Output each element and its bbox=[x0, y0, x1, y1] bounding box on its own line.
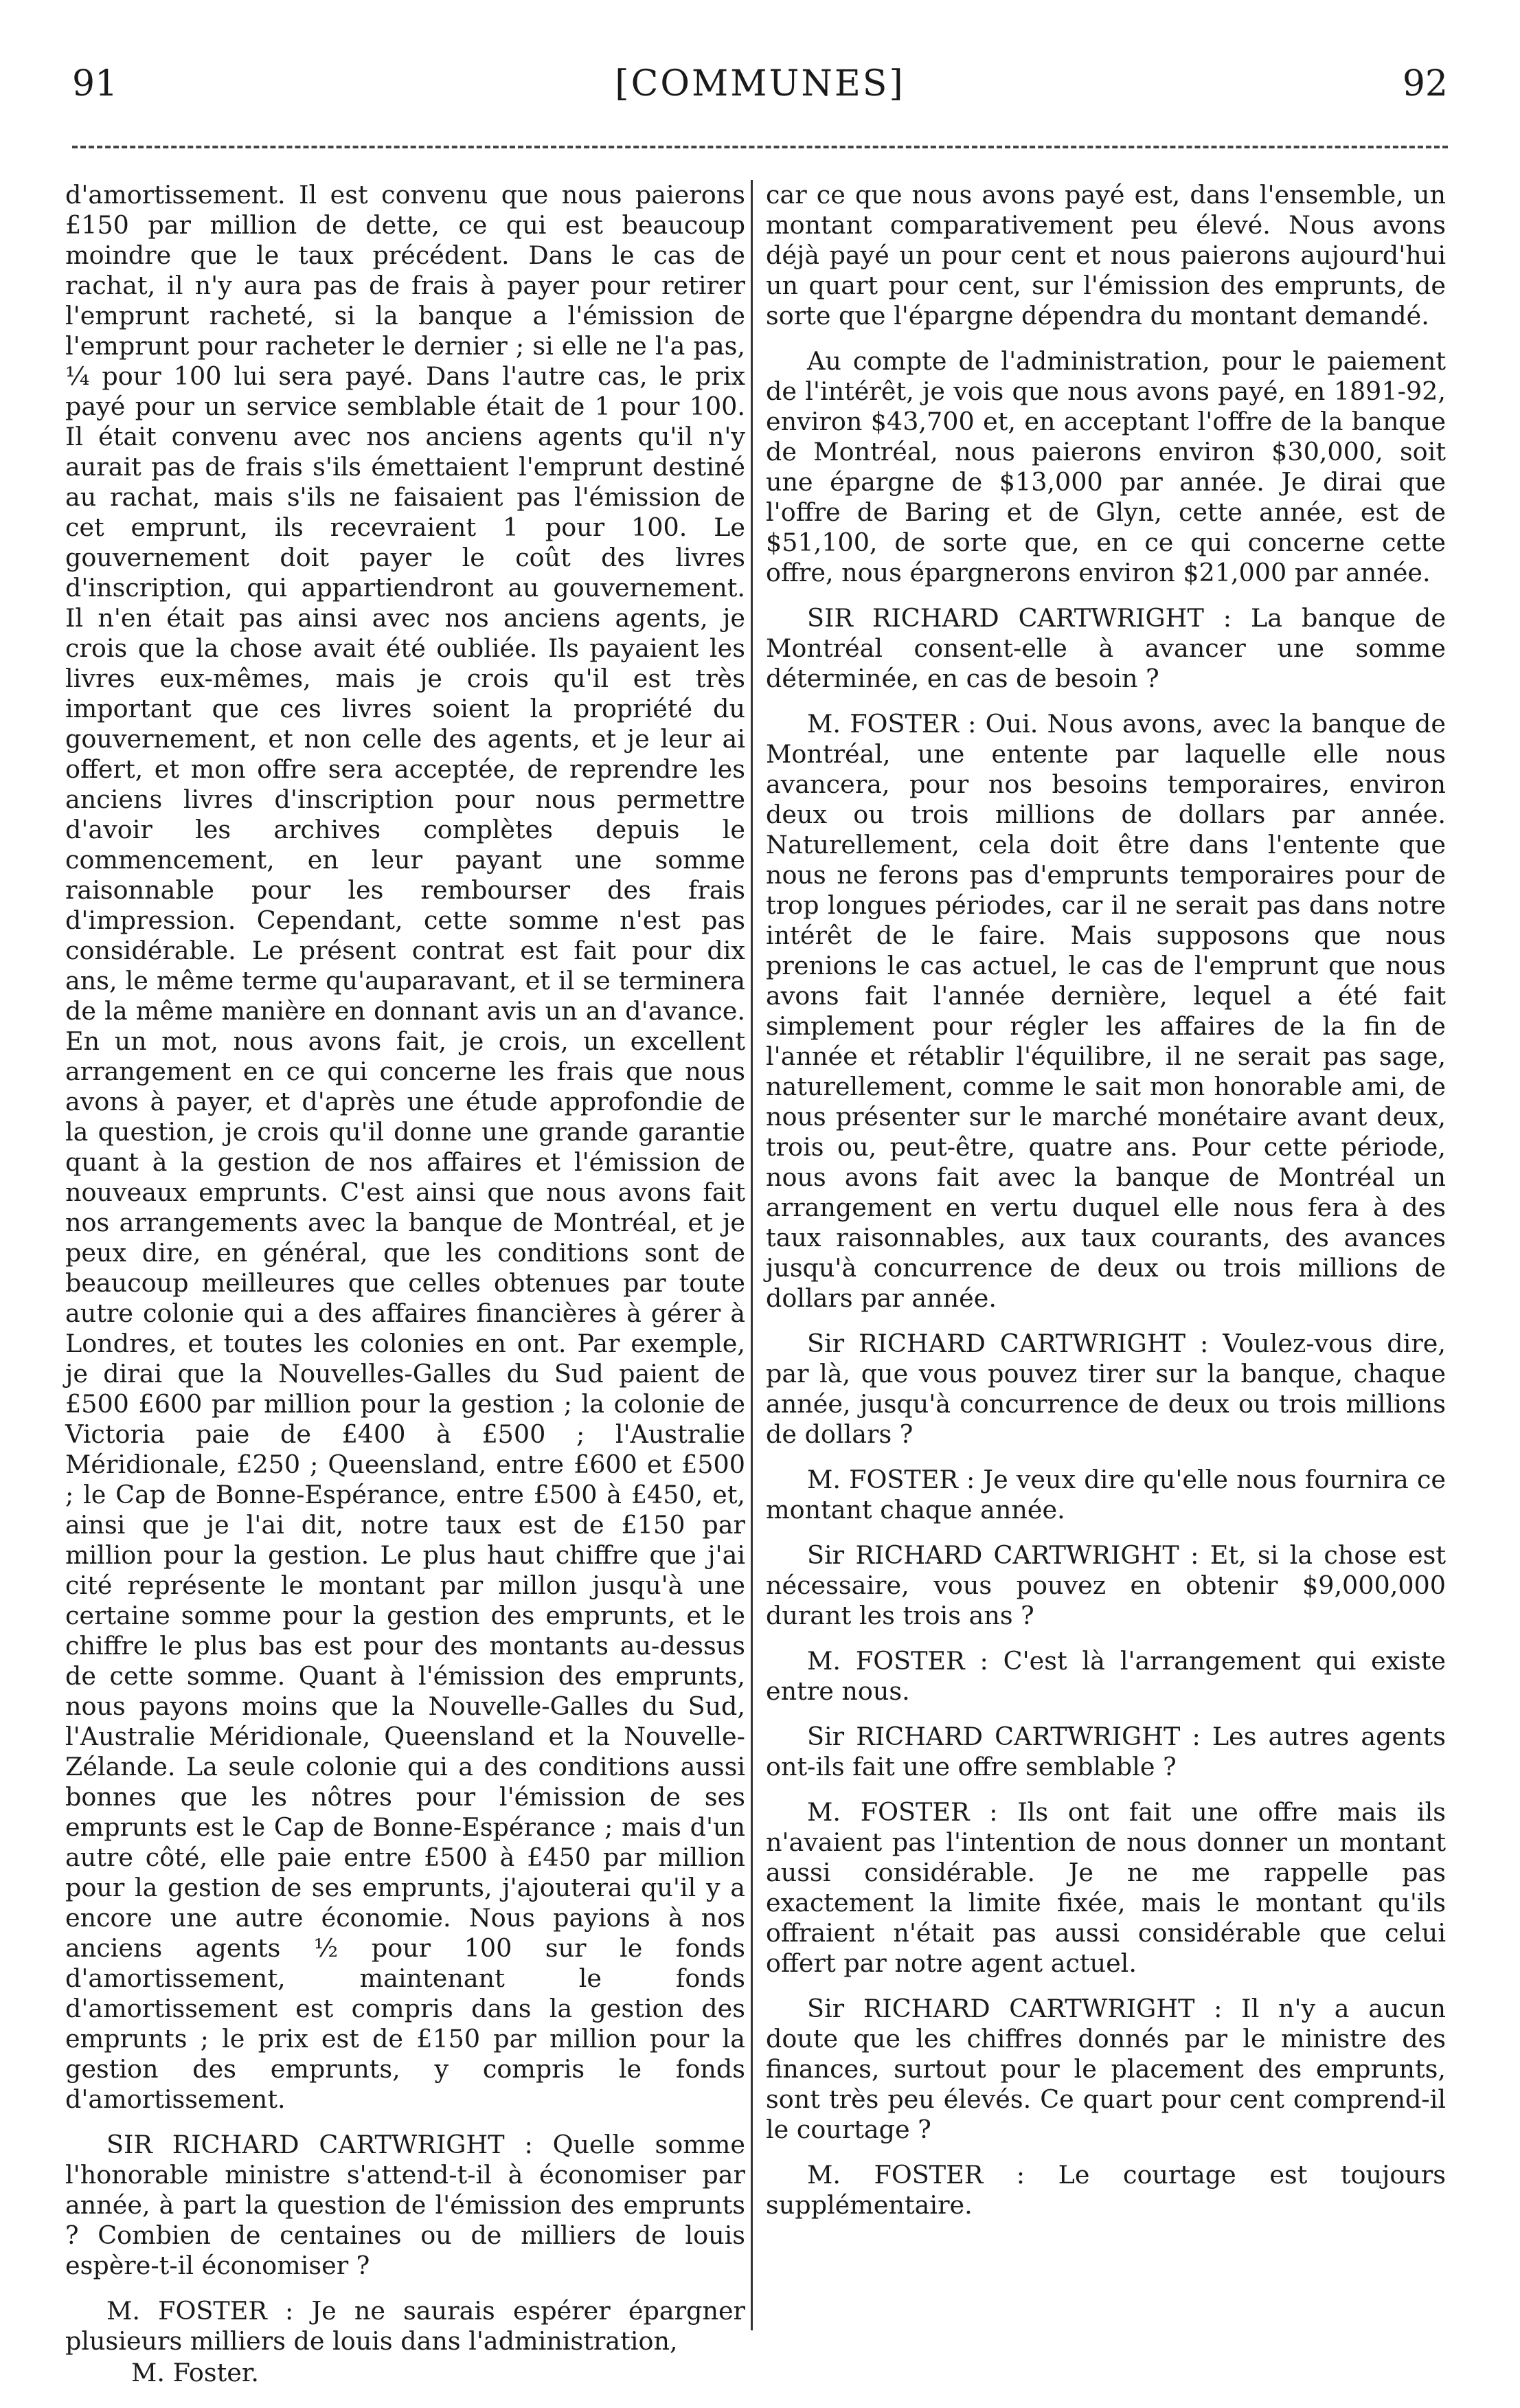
running-title: [COMMUNES] bbox=[615, 63, 905, 104]
page-header bbox=[72, 63, 1448, 118]
speech-paragraph: Sir RICHARD CARTWRIGHT : Et, si la chose est nécessaire, vous pouvez en obtenir $9,000,000 durant les trois ans ? bbox=[766, 1540, 1446, 1630]
speech-paragraph: M. FOSTER : Ils ont fait une offre mais ils n'avaient pas l'intention de nous donner un montant aussi considérable. Je ne me rappelle pas exactement la limite fixée, mais le montant qu'ils offraient n'était pas aussi considérable que celui offert par notre agent actuel. bbox=[766, 1797, 1446, 1978]
speech-paragraph: Sir RICHARD CARTWRIGHT : Il n'y a aucun doute que les chiffres donnés par le ministre des finances, surtout pour le placement des emprunts, sont très peu élevés. Ce quart pour cent comprend-il le courtage ? bbox=[766, 1994, 1446, 2144]
paragraph: Au compte de l'administration, pour le paiement de l'intérêt, je vois que nous avons payé, en 1891-92, environ $43,700 et, en acceptant l'offre de la banque de Montréal, nous paierons environ $30,000, soit une épargne de $13,000 par année. Je dirai que l'offre de Baring et de Glyn, cette année, est de $51,100, de sorte que, en ce qui concerne cette offre, nous épargnerons environ $21,000 par année. bbox=[766, 346, 1446, 587]
page-signature: M. Foster. bbox=[131, 2358, 259, 2387]
left-column bbox=[65, 180, 745, 2387]
speech-paragraph: M. FOSTER : Le courtage est toujours supplémentaire. bbox=[766, 2160, 1446, 2220]
speech-paragraph: M. FOSTER : Je ne saurais espérer épargner plusieurs milliers de louis dans l'administration, bbox=[65, 2296, 745, 2356]
speech-paragraph: M. FOSTER : C'est là l'arrangement qui existe entre nous. bbox=[766, 1646, 1446, 1706]
speech-paragraph: SIR RICHARD CARTWRIGHT : Quelle somme l'honorable ministre s'attend-t-il à économiser par année, à part la question de l'émission des emprunts ? Combien de centaines ou de milliers de louis espère-t-il économiser ? bbox=[65, 2130, 745, 2280]
speech-paragraph: Sir RICHARD CARTWRIGHT : Les autres agents ont-ils fait une offre semblable ? bbox=[766, 1722, 1446, 1781]
header-rule bbox=[72, 146, 1448, 148]
speech-paragraph: M. FOSTER : Je veux dire qu'elle nous fournira ce montant chaque année. bbox=[766, 1465, 1446, 1524]
speech-paragraph: SIR RICHARD CARTWRIGHT : La banque de Montréal consent-elle à avancer une somme déterminée, en cas de besoin ? bbox=[766, 603, 1446, 693]
speech-paragraph: Sir RICHARD CARTWRIGHT : Voulez-vous dire, par là, que vous pouvez tirer sur la banque, chaque année, jusqu'à concurrence de deux ou trois millions de dollars ? bbox=[766, 1329, 1446, 1449]
column-divider bbox=[751, 180, 753, 2330]
paragraph: d'amortissement. Il est convenu que nous paierons £150 par million de dette, ce qui est beaucoup moindre que le taux précédent. Dans le cas de rachat, il n'y aura pas de frais à payer pour retirer l'emprunt racheté, si la banque a l'émission de l'emprunt pour racheter le dernier ; si elle ne l'a pas, ¼ pour 100 lui sera payé. Dans l'autre cas, le prix payé pour un service semblable était de 1 pour 100. Il était convenu avec nos anciens agents qu'il n'y aurait pas de frais s'ils émettaient l'emprunt destiné au rachat, mais s'ils ne faisaient pas l'émission de cet emprunt, ils recevraient 1 pour 100. Le gouvernement doit payer le coût des livres d'inscription, qui appartiendront au gouvernement. Il n'en était pas ainsi avec nos anciens agents, je crois que la chose avait été oubliée. Ils payaient les livres eux-mêmes, mais je crois qu'il est très important que ces livres soient la propriété du gouvernement, et non celle des agents, et je leur ai offert, et mon offre sera acceptée, de reprendre les anciens livres d'inscription pour nous permettre d'avoir les archives complètes depuis le commencement, en leur payant une somme raisonnable pour les rembourser des frais d'impression. Cependant, cette somme n'est pas considérable. Le présent contrat est fait pour dix ans, le même terme qu'auparavant, et il se terminera de la même manière en donnant avis un an d'avance. En un mot, nous avons fait, je crois, un excellent arrangement en ce qui concerne les frais que nous avons à payer, et d'après une étude approfondie de la question, je crois qu'il donne une grande garantie quant à la gestion de nos affaires et l'émission de nouveaux emprunts. C'est ainsi que nous avons fait nos arrangements avec la banque de Montréal, et je peux dire, en général, que les conditions sont de beaucoup meilleures que celles obtenues par toute autre colonie qui a des affaires financières à gérer à Londres, et toutes les colonies en ont. Par exemple, je dirai que la Nouvelles-Galles du Sud paient de £500 £600 par million pour la gestion ; la colonie de Victoria paie de £400 à £500 ; l'Australie Méridionale, £250 ; Queensland, entre £600 et £500 ; le Cap de Bonne-Espérance, entre £500 à £450, et, ainsi que je l'ai dit, notre taux est de £150 par million pour la gestion. Le plus haut chiffre que j'ai cité représente le montant par millon jusqu'à une certaine somme pour la gestion des emprunts, et le chiffre le plus bas est pour des montants au-dessus de cette somme. Quant à l'émission des emprunts, nous payons moins que la Nouvelle-Galles du Sud, l'Australie Méridionale, Queensland et la Nouvelle-Zélande. La seule colonie qui a des conditions aussi bonnes que les nôtres pour l'émission de ses emprunts est le Cap de Bonne-Espérance ; mais d'un autre côté, elle paie entre £500 à £450 par million pour la gestion de ses emprunts, j'ajouterai qu'il y a encore une autre économie. Nous payions à nos anciens agents ½ pour 100 sur le fonds d'amortissement, maintenant le fonds d'amortissement est compris dans la gestion des emprunts ; le prix est de £150 par million pour la gestion des emprunts, y compris le fonds d'amortissement. bbox=[65, 180, 745, 2114]
right-column bbox=[766, 180, 1446, 2330]
right-page-number: 92 bbox=[1402, 63, 1448, 104]
left-page-number: 91 bbox=[72, 63, 118, 104]
speech-paragraph: M. FOSTER : Oui. Nous avons, avec la banque de Montréal, une entente par laquelle elle nous avancera, pour nos besoins temporaires, environ deux ou trois millions de dollars par année. Naturellement, cela doit être dans l'entente que nous ne ferons pas d'emprunts temporaires pour de trop longues périodes, car il ne serait pas dans notre intérêt de le faire. Mais supposons que nous prenions le cas actuel, le cas de l'emprunt que nous avons fait l'année dernière, lequel a été fait simplement pour régler les affaires de la fin de l'année et rétablir l'équilibre, il ne serait pas sage, naturellement, comme le sait mon honorable ami, de nous présenter sur le marché monétaire avant deux, trois ou, peut-être, quatre ans. Pour cette période, nous avons fait avec la banque de Montréal un arrangement en vertu duquel elle nous fera à des taux raisonnables, aux taux courants, des avances jusqu'à concurrence de deux ou trois millions de dollars par année. bbox=[766, 709, 1446, 1313]
paragraph: car ce que nous avons payé est, dans l'ensemble, un montant comparativement peu élevé. Nous avons déjà payé un pour cent et nous paierons aujourd'hui un quart pour cent, sur l'émission des emprunts, de sorte que l'épargne dépendra du montant demandé. bbox=[766, 180, 1446, 330]
